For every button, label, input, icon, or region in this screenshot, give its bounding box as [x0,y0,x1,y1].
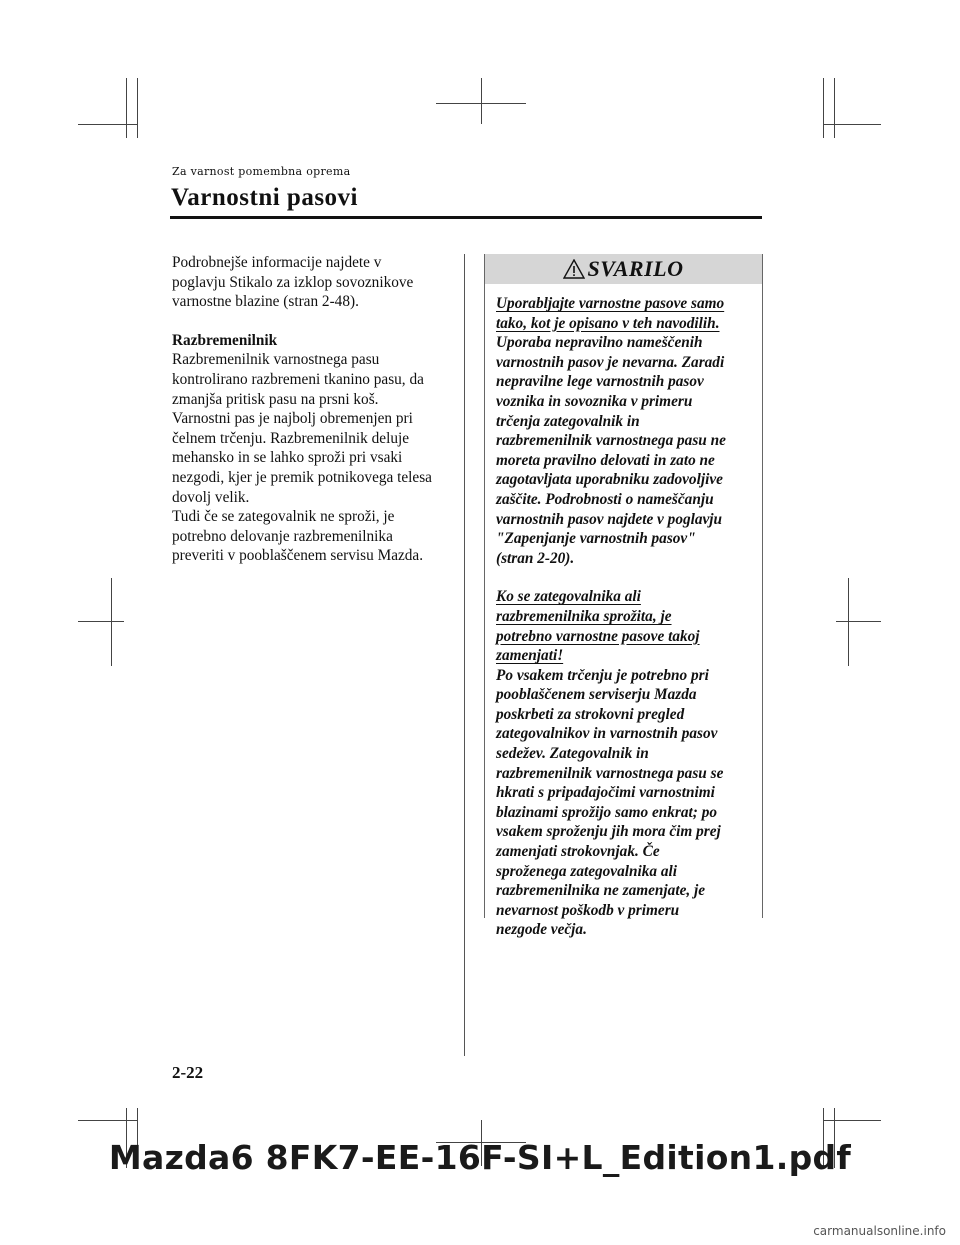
text-line: zategovalnikov in varnostnih pasov [496,725,718,743]
text-line: (stran 2-20). [496,549,575,567]
text-line: Ko se zategovalnika ali [496,588,641,606]
text-line: voznika in sovoznika v primeru [496,392,693,410]
text-line: sproženega zategovalnika ali [496,862,678,880]
text-line: mehansko in se lahko sproži pri vsaki [172,449,403,467]
section-label: Za varnost pomembna oprema [172,165,351,178]
text-line: pooblaščenem serviserju Mazda [496,686,697,704]
text-line: zaščite. Podrobnosti o nameščanju [496,490,714,508]
text-line: varnostnih pasov najdete v poglavju [496,510,723,528]
text-line: preveriti v pooblaščenem servisu Mazda. [172,547,424,565]
warning-box [484,254,763,939]
text-line: hkrati s pripadajočimi varnostnimi [496,784,715,802]
intro-paragraph [172,253,452,312]
text-line: sedežev. Zategovalnik in [496,745,649,763]
column-divider [464,254,465,1056]
text-line: zamenjati strokovnjak. Če [496,843,660,861]
text-line: Razbremenilnik varnostnega pasu [172,351,380,369]
text-line: nevarnost poškodb v primeru [496,901,680,919]
body-paragraph [172,350,452,566]
page-title: Varnostni pasovi [171,184,358,211]
text-line: Tudi če se zategovalnik ne sproži, je [172,508,395,526]
text-line: zmanjša pritisk pasu na prsni koš. [172,390,379,408]
text-line: nepravilne lege varnostnih pasov [496,373,704,391]
title-rule [170,216,762,219]
text-line: Uporaba nepravilno nameščenih [496,334,703,352]
text-line: nezgodi, kjer je premik potnikovega telesa [172,468,432,486]
text-line: potrebno varnostne pasove takoj [496,627,700,645]
text-line: trčenja zategovalnik in [496,412,640,430]
text-line: potrebno delovanje razbremenilnika [172,527,393,545]
warning-body [496,294,758,940]
text-line: dovolj velik. [172,488,250,506]
text-line: razbremenilnik varnostnega pasu se [496,764,724,782]
warning-title: SVARILO [587,256,684,281]
text-line: zagotavljata uporabniku zadovoljive [496,471,723,489]
text-line: poskrbeti za strokovni pregled [496,705,685,723]
text-line: nezgode večja. [496,921,587,939]
text-line: razbremenilnika sprožita, je [496,607,672,625]
text-line: zamenjati! [496,647,564,665]
text-line: poglavju Stikalo za izklop sovoznikove [172,273,414,291]
left-column [172,253,452,566]
watermark: carmanualsonline.info [813,1224,946,1238]
text-line: vsakem sproženju jih mora čim prej [496,823,721,841]
text-line: čelnem trčenju. Razbremenilnik deluje [172,429,410,447]
text-line: blazinami sprožijo samo enkrat; po [496,803,717,821]
text-line: tako, kot je opisano v teh navodilih. [496,314,720,332]
text-line: moreta pravilno delovati in zato ne [496,451,715,469]
text-line: "Zapenjanje varnostnih pasov" [496,530,696,548]
text-line: razbremenilnika ne zamenjate, je [496,882,706,900]
warning-triangle-icon [563,259,585,279]
text-line: Podrobnejše informacije najdete v [172,254,382,271]
text-line: varnostne blazine (stran 2-48). [172,293,359,311]
text-line: varnostnih pasov je nevarna. Zaradi [496,353,725,371]
page-number: 2-22 [172,1063,204,1082]
warning-header [485,254,762,284]
text-line: Uporabljajte varnostne pasove samo [496,295,725,312]
subheading: Razbremenilnik [172,331,278,349]
text-line: razbremenilnik varnostnega pasu ne [496,432,726,450]
text-line: Varnostni pas je najbolj obremenjen pri [172,410,413,428]
text-line: Po vsakem trčenju je potrebno pri [496,666,709,684]
footer-filename: Mazda6 8FK7-EE-16F-SI+L_Edition1.pdf [108,1138,852,1177]
text-line: kontrolirano razbremeni tkanino pasu, da [172,370,424,388]
